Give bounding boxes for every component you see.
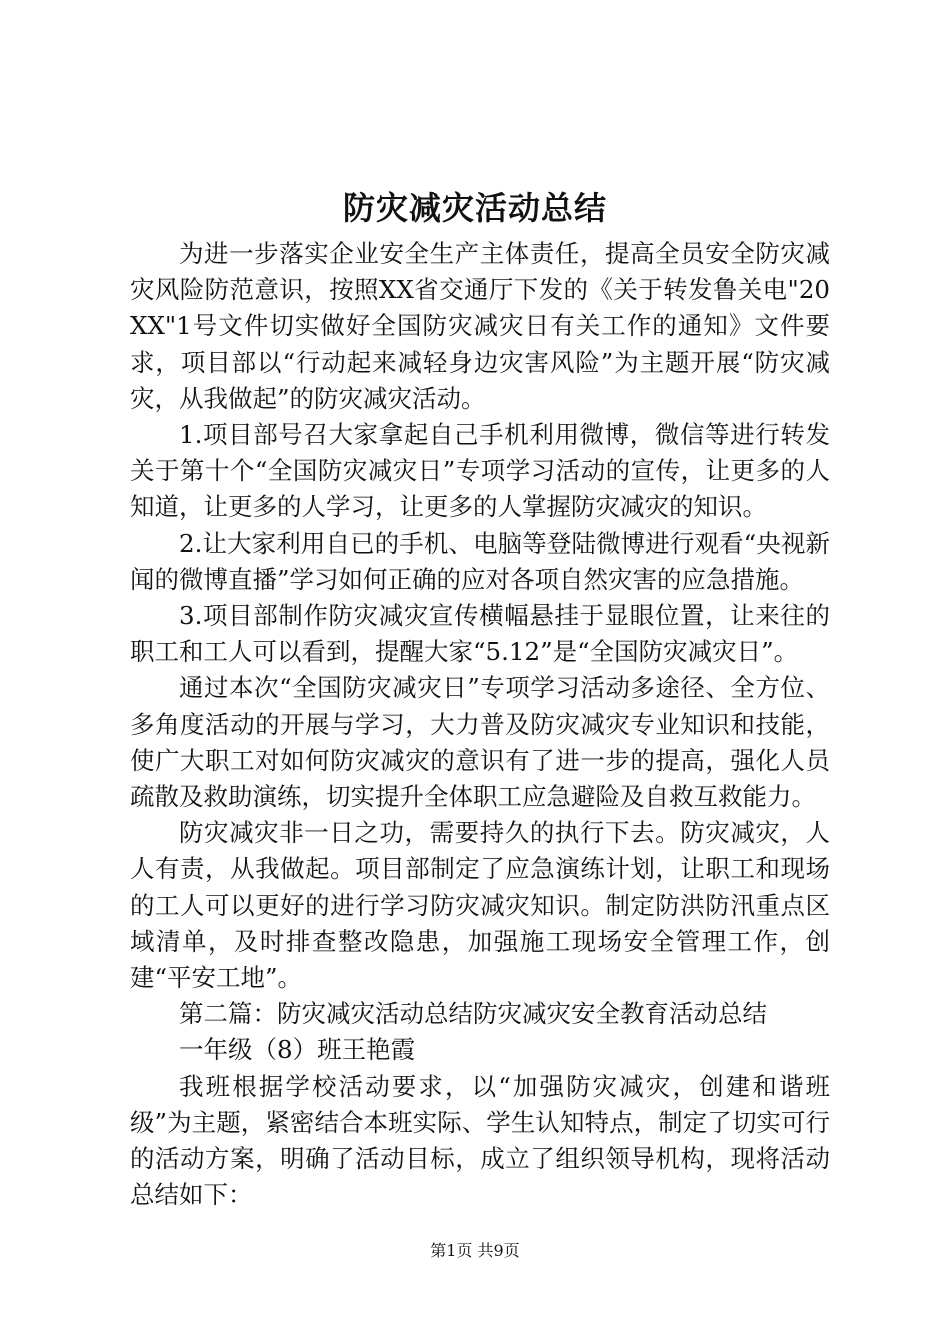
paragraph-part-two-intro: 我班根据学校活动要求，以“加强防灾减灾，创建和谐班级”为主题，紧密结合本班实际、学生认知特点，制定了切实可行的活动方案，明确了活动目标，成立了组织领导机构，现将活动总结如下： <box>130 1071 830 1210</box>
document-title: 防灾减灾活动总结 <box>342 189 607 227</box>
paragraph-item-2: 2.让大家利用自已的手机、电脑等登陆微博进行观看“央视新闻的微博直播”学习如何正确的应对各项自然灾害的应急措施。 <box>130 528 830 594</box>
paragraph-item-1: 1.项目部号召大家拿起自己手机利用微博，微信等进行转发关于第十个“全国防灾减灾日”专项学习活动的宣传，让更多的人知道，让更多的人学习，让更多的人掌握防灾减灾的知识。 <box>130 420 830 522</box>
section-heading-part-two: 第二篇：防灾减灾活动总结防灾减灾安全教育活动总结 <box>179 999 767 1029</box>
paragraph-conclusion: 防灾减灾非一日之功，需要持久的执行下去。防灾减灾，人人有责，从我做起。项目部制定了应急演练计划，让职工和现场的工人可以更好的进行学习防灾减灾知识。制定防洪防汛重点区域清单，及时排查整改隐患，加强施工现场安全管理工作，创建“平安工地”。 <box>130 818 830 993</box>
page-number-footer: 第1页 共9页 <box>430 1241 520 1260</box>
document-body <box>130 236 830 1213</box>
paragraph-item-3: 3.项目部制作防灾减灾宣传横幅悬挂于显眼位置，让来往的职工和工人可以看到，提醒大家“5.12”是“全国防灾减灾日”。 <box>130 601 830 667</box>
paragraph-intro: 为进一步落实企业安全生产主体责任，提高全员安全防灾减灾风险防范意识，按照XX省交通厅下发的《关于转发鲁关电"20XX"1号文件切实做好全国防灾减灾日有关工作的通知》文件要求，项目部以“行动起来减轻身边灾害风险”为主题开展“防灾减灾，从我做起”的防灾减灾活动。 <box>130 239 830 413</box>
paragraph-summary: 通过本次“全国防灾减灾日”专项学习活动多途径、全方位、多角度活动的开展与学习，大力普及防灾减灾专业知识和技能，使广大职工对如何防灾减灾的意识有了进一步的提高，强化人员疏散及救助演练，切实提升全体职工应急避险及自救互救能力。 <box>130 673 830 812</box>
author-line: 一年级（8）班王艳霞 <box>179 1035 416 1065</box>
